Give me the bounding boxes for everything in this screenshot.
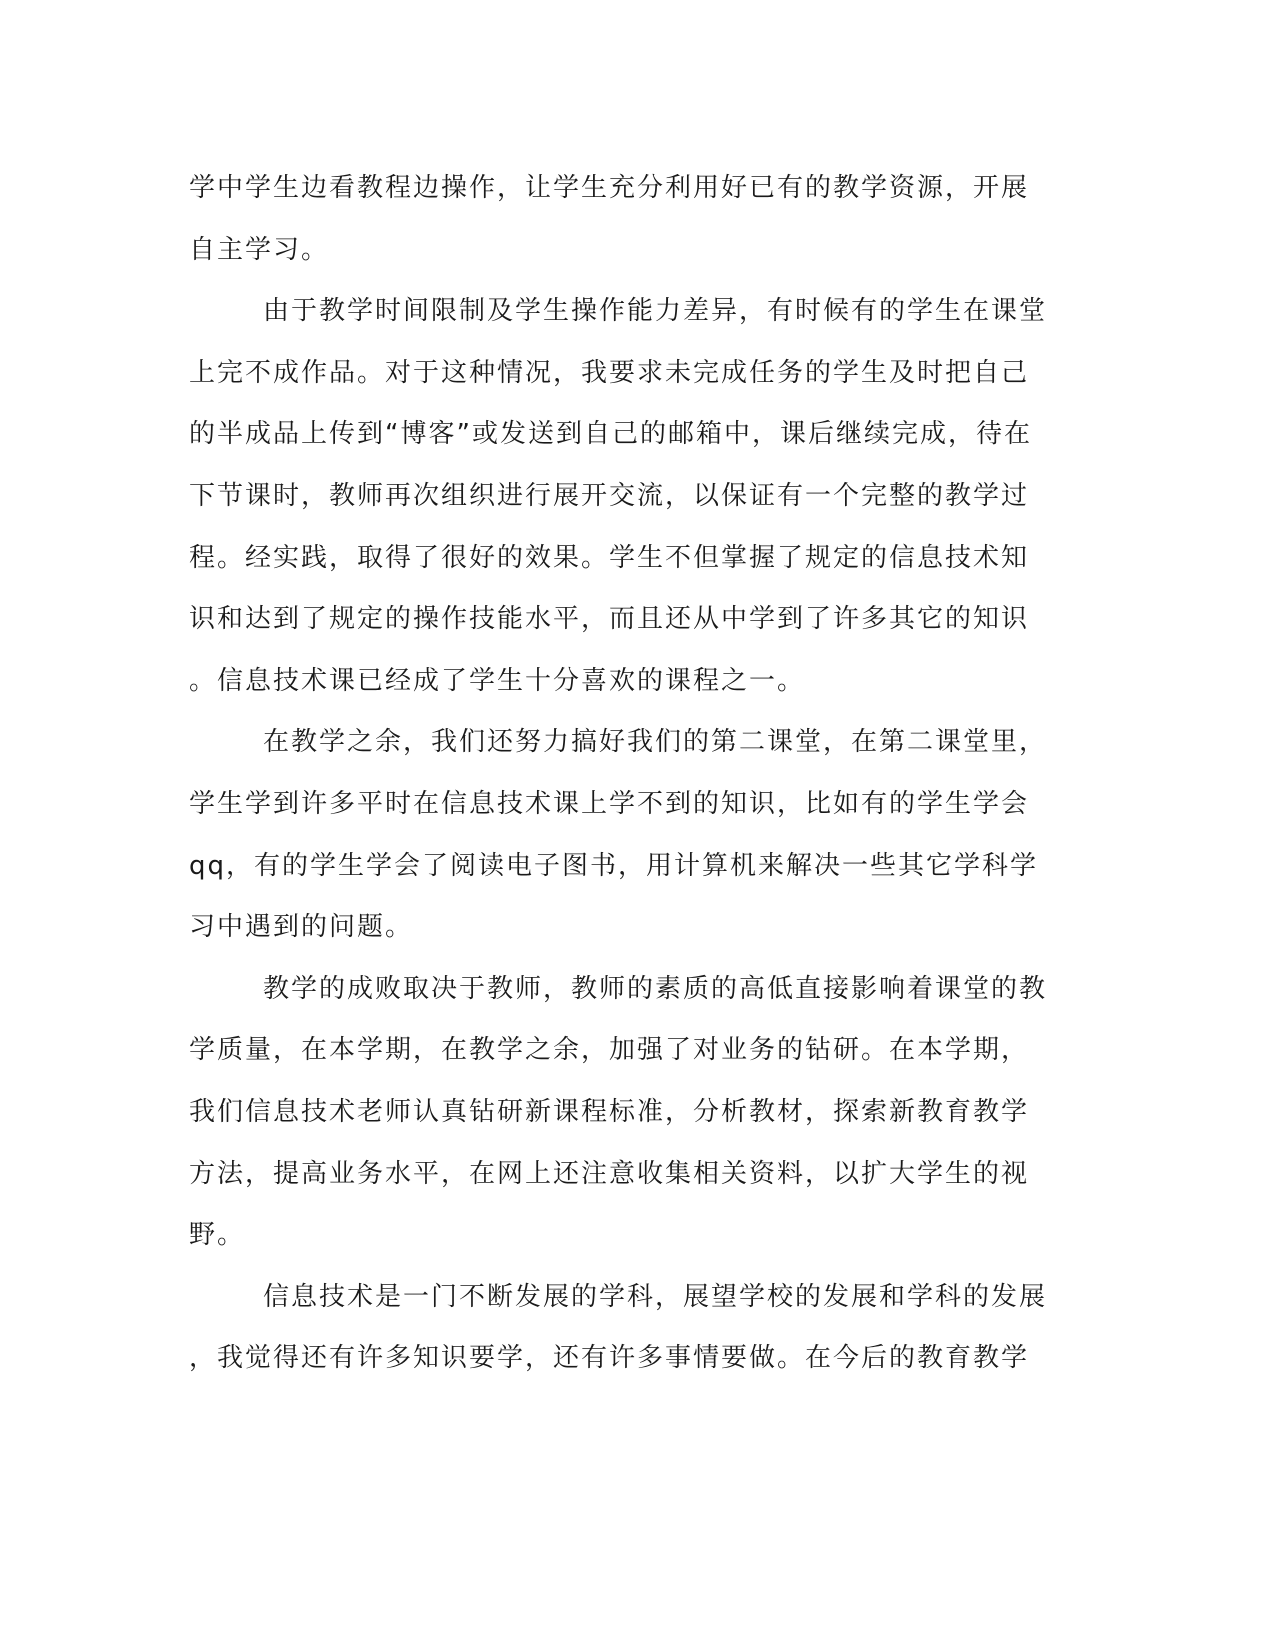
text-line: 由于教学时间限制及学生操作能力差异，有时候有的学生在课堂 xyxy=(263,296,1048,327)
text-line: 学质量，在本学期，在教学之余，加强了对业务的钻研。在本学期， xyxy=(189,1035,1030,1066)
text-line: 我们信息技术老师认真钻研新课程标准，分析教材，探索新教育教学 xyxy=(189,1096,1030,1127)
text-line: qq，有的学生学会了阅读电子图书，用计算机来解决一些其它学科学 xyxy=(189,850,1039,881)
text-line: 下节课时，教师再次组织进行展开交流，以保证有一个完整的教学过 xyxy=(189,480,1030,511)
text-line: 上完不成作品。对于这种情况，我要求未完成任务的学生及时把自己 xyxy=(189,357,1030,388)
text-line: 。信息技术课已经成了学生十分喜欢的课程之一。 xyxy=(189,665,806,696)
text-line: 自主学习。 xyxy=(189,234,330,265)
text-line: ，我觉得还有许多知识要学，还有许多事情要做。在今后的教育教学 xyxy=(189,1343,1030,1374)
text-line: 信息技术是一门不断发展的学科，展望学校的发展和学科的发展 xyxy=(263,1281,1048,1312)
text-line: 学中学生边看教程边操作，让学生充分利用好已有的教学资源，开展 xyxy=(189,173,1030,203)
text-line: 野。 xyxy=(189,1220,246,1251)
text-line: 的半成品上传到“博客”或发送到自己的邮箱中，课后继续完成，待在 xyxy=(189,419,1032,450)
text-line: 程。经实践，取得了很好的效果。学生不但掌握了规定的信息技术知 xyxy=(189,542,1030,573)
text-line: 方法，提高业务水平，在网上还注意收集相关资料，以扩大学生的视 xyxy=(189,1158,1030,1189)
text-line: 在教学之余，我们还努力搞好我们的第二课堂，在第二课堂里， xyxy=(263,727,1048,758)
document-body xyxy=(189,158,1069,1390)
text-line: 学生学到许多平时在信息技术课上学不到的知识，比如有的学生学会 xyxy=(189,788,1030,819)
text-line: 习中遇到的问题。 xyxy=(189,912,414,943)
text-line: 教学的成败取决于教师，教师的素质的高低直接影响着课堂的教 xyxy=(263,973,1048,1004)
text-line: 识和达到了规定的操作技能水平，而且还从中学到了许多其它的知识 xyxy=(189,604,1030,635)
